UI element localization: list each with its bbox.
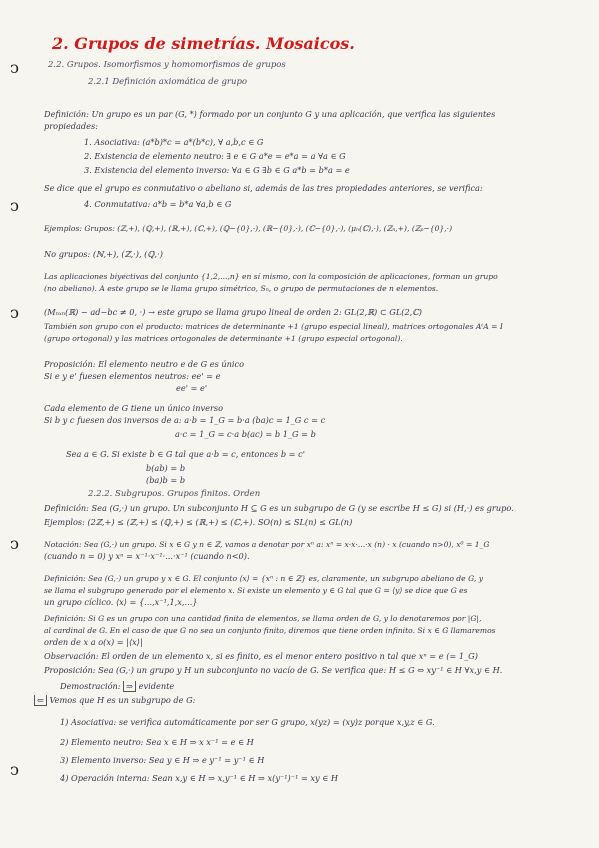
- proof-note: evidente: [138, 681, 175, 691]
- proof-step: 1) Asociativa: se verifica automáticamente por ser G grupo, x(yz) = (xy)z porque x,y,z ∈ G.: [60, 717, 435, 727]
- section-heading: 2.2. Grupos. Isomorfismos y homomorfismos de grupos: [48, 60, 286, 70]
- observation-line: Observación: El orden de un elemento x, si es finito, es el menor entero positivo n tal que xⁿ = e (= 1_G): [44, 651, 478, 661]
- text-line: También son grupo con el producto: matrices de determinante +1 (grupo especial lineal), matrices ortogonales AᵗA = I: [44, 322, 503, 331]
- definition-line: orden de x a o(x) = |⟨x⟩|: [44, 637, 143, 647]
- text-line: (Mₙₓₙ(ℝ) − ad−bc ≠ 0, ·) → este grupo se llama grupo lineal de orden 2: GL(2,ℝ) ⊂ GL(2,ℂ): [44, 307, 422, 317]
- definition-line: Definición: Un grupo es un par (G, *) formado por un conjunto G y una aplicación, que verifica las siguientes: [44, 109, 496, 119]
- text-line: (grupo ortogonal) y las matrices ortogonales de determinante +1 (grupo especial ortogonal).: [44, 334, 403, 343]
- text-line: Si b y c fuesen dos inversos de a: a·b = 1_G = b·a (ba)c = 1_G c = c: [44, 415, 326, 425]
- binder-hole-icon: ↄ: [10, 196, 19, 215]
- subsection-heading: 2.2.2. Subgrupos. Grupos finitos. Orden: [88, 489, 261, 499]
- subsection-heading: 2.2.1 Definición axiomática de grupo: [88, 77, 248, 87]
- definition-line: Definición: Si G es un grupo con una cantidad finita de elementos, se llama orden de G, y lo denotaremos por |G|,: [44, 614, 482, 623]
- binder-hole-icon: ↄ: [10, 534, 19, 553]
- proposition-line: Proposición: El elemento neutro e de G es único: [44, 359, 245, 369]
- text-line: b(ab) = b: [146, 463, 186, 473]
- property-item: 1. Asociativa: (a*b)*c = a*(b*c), ∀ a,b,c ∈ G: [84, 137, 264, 147]
- binder-hole-icon: ↄ: [10, 303, 19, 322]
- definition-line: Definición: Sea (G,·) un grupo y x ∈ G. El conjunto ⟨x⟩ = {xⁿ : n ∈ ℤ} es, claramente, un subgrupo abeliano de G, y: [44, 574, 483, 583]
- notation-line: (cuando n = 0) y xⁿ = x⁻¹·x⁻¹·...·x⁻¹ (cuando n<0).: [44, 551, 250, 561]
- notation-line: Notación: Sea (G,·) un grupo. Si x ∈ G y n ∈ ℤ, vamos a denotar por xⁿ a: xⁿ = x·x·...·x (n) · x (cuando n>0), x⁰ = 1_G: [44, 540, 490, 549]
- text-line: (ba)b = b: [146, 475, 186, 485]
- definition-line: al cardinal de G. En el caso de que G no sea un conjunto finito, diremos que tiene orden infinito. Si x ∈ G llamaremos: [44, 626, 496, 635]
- definition-line: Definición: Sea (G,·) un grupo. Un subconjunto H ⊆ G es un subgrupo de G (y se escribe H ≤ G) si (H,·) es grupo.: [44, 503, 514, 513]
- text-line: a·c = 1_G = c·a b(ac) = b 1_G = b: [175, 429, 316, 439]
- implies-left-icon: ⇐: [34, 695, 47, 706]
- implies-right-icon: ⇒: [123, 681, 136, 692]
- definition-line: se llama el subgrupo generado por el elemento x. Si existe un elemento y ∈ G tal que G = ⟨y⟩ se dice que G es: [44, 586, 468, 595]
- page-title: 2. Grupos de simetrías. Mosaicos.: [52, 34, 355, 53]
- text-line: Sea a ∈ G. Si existe b ∈ G tal que a·b = c, entonces b = c': [66, 449, 305, 459]
- definition-line: un grupo cíclico. ⟨x⟩ = {...,x⁻¹,1,x,...}: [44, 597, 198, 607]
- binder-hole-icon: ↄ: [10, 760, 19, 779]
- proof-heading: [34, 695, 195, 706]
- examples-line: Ejemplos: (2ℤ,+) ≤ (ℤ,+) ≤ (ℚ,+) ≤ (ℝ,+) ≤ (ℂ,+). SO(n) ≤ SL(n) ≤ GL(n): [44, 517, 353, 527]
- proof-step: 3) Elemento inverso: Sea y ∈ H ⇒ e y⁻¹ = y⁻¹ ∈ H: [60, 755, 265, 765]
- property-item: 4. Conmutativa: a*b = b*a ∀a,b ∈ G: [84, 199, 232, 209]
- proposition-line: Proposición: Sea (G,·) un grupo y H un subconjunto no vacío de G. Se verifica que: H ≤ G ⇔ xy⁻¹ ∈ H ∀x,y ∈ H.: [44, 665, 503, 675]
- property-item: 2. Existencia de elemento neutro: ∃ e ∈ G a*e = e*a = a ∀a ∈ G: [84, 151, 346, 161]
- property-item: 3. Existencia del elemento inverso: ∀a ∈ G ∃b ∈ G a*b = b*a = e: [84, 165, 350, 175]
- text-line: Cada elemento de G tiene un único inverso: [44, 403, 224, 413]
- text-line: Las aplicaciones biyectivas del conjunto {1,2,...,n} en sí mismo, con la composición de aplicaciones, forman un grupo: [44, 272, 498, 281]
- binder-hole-icon: ↄ: [10, 58, 19, 77]
- text-line: Se dice que el grupo es conmutativo o abeliano si, además de las tres propiedades anteriores, se verifica:: [44, 183, 483, 193]
- proof-heading: [60, 681, 174, 692]
- proof-label: Demostración:: [60, 681, 121, 691]
- definition-line: propiedades:: [44, 121, 98, 131]
- proof-step: 2) Elemento neutro: Sea x ∈ H ⇒ x x⁻¹ = e ∈ H: [60, 737, 254, 747]
- text-line: Si e y e' fuesen elementos neutros: ee' = e: [44, 371, 221, 381]
- proof-intro: Vemos que H es un subgrupo de G:: [49, 695, 196, 705]
- text-line: (no abeliano). A este grupo se le llama grupo simétrico, Sₙ, o grupo de permutaciones de n elementos.: [44, 284, 439, 293]
- proof-step: 4) Operación interna: Sean x,y ∈ H ⇒ x,y⁻¹ ∈ H ⇒ x(y⁻¹)⁻¹ = xy ∈ H: [60, 773, 339, 783]
- text-line: No grupos: (ℕ,+), (ℤ,·), (ℚ,·): [44, 249, 163, 259]
- text-line: ee' = e': [176, 383, 208, 393]
- examples-line: Ejemplos: Grupos: (ℤ,+), (ℚ,+), (ℝ,+), (ℂ,+), (ℚ−{0},·), (ℝ−{0},·), (ℂ−{0},·), (μₙ(ℂ),·), (ℤₙ,+), (ℤₚ−{0},·): [44, 224, 453, 233]
